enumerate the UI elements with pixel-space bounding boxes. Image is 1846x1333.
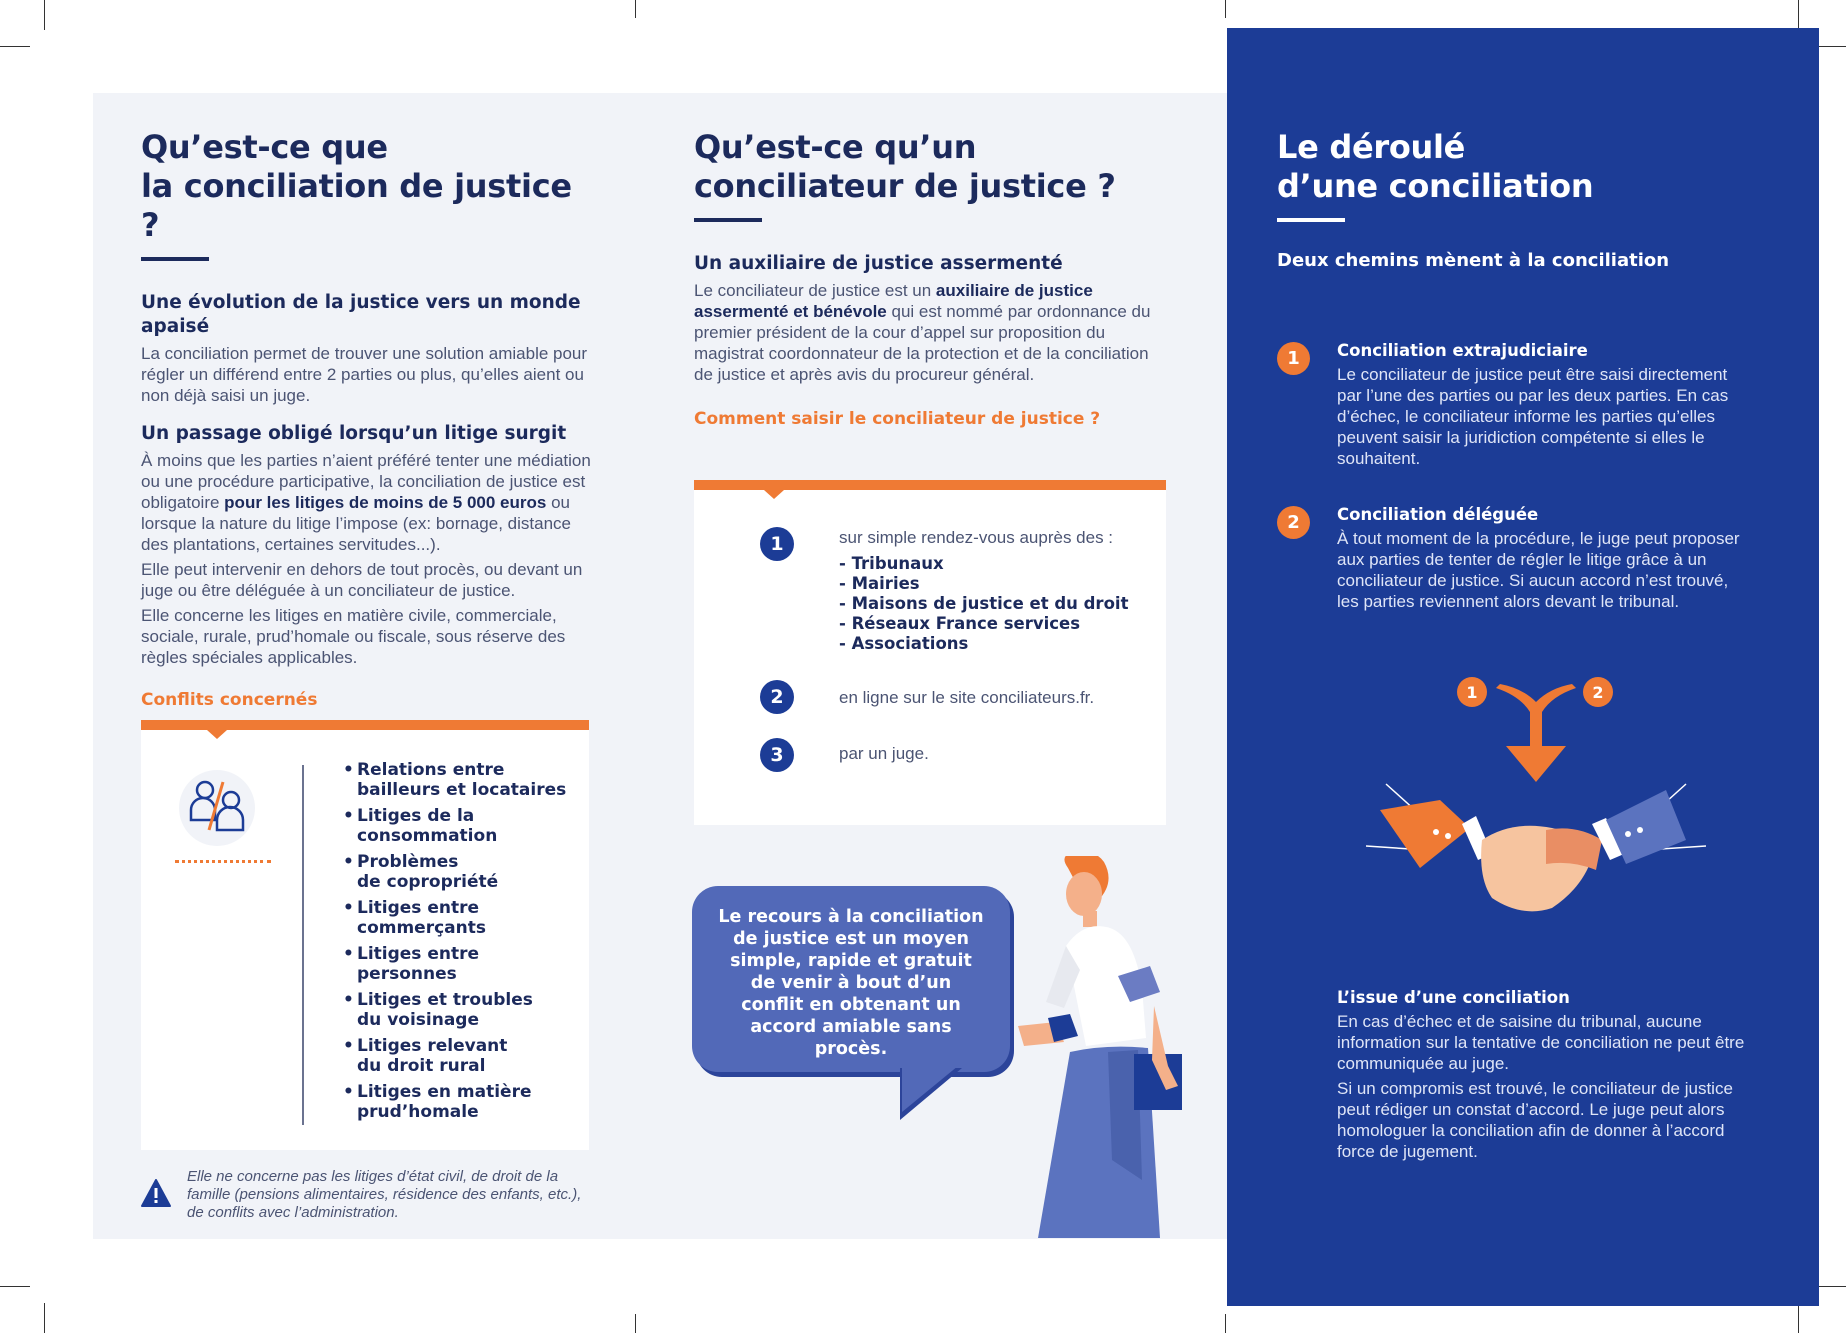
warning-text: Elle ne concerne pas les litiges d’état civil, de droit de la famille (pensions alimentaires, résidence des enfants, etc.), de conflits avec l’administration. <box>187 1168 582 1221</box>
vertical-divider <box>302 765 304 1125</box>
section-text <box>694 280 1154 385</box>
path-number: 2 <box>1277 506 1310 539</box>
svg-text:1: 1 <box>1466 683 1478 702</box>
crop-mark <box>44 1303 45 1333</box>
middle-title: Qu’est-ce qu’un conciliateur de justice ? <box>694 128 1116 205</box>
right-title: Le déroulé d’une conciliation <box>1277 128 1594 205</box>
merge-arrow-icon <box>1456 676 1616 792</box>
crop-mark <box>635 1314 636 1333</box>
list-item: • Litiges de la consommation <box>343 806 573 846</box>
list-item: • Problèmes de copropriété <box>343 852 573 892</box>
step-text: en ligne sur le site conciliateurs.fr. <box>839 688 1095 707</box>
right-subtitle: Deux chemins mènent à la conciliation <box>1277 250 1670 271</box>
text-span: qui est nommé par ordonnance du premier président de la cour d’appel sur proposition du magistrat coordonnateur de la protection et de la conciliation de justice et après avis du procureur général. <box>694 302 1151 384</box>
outcome-heading: L’issue d’une conciliation <box>1337 988 1570 1007</box>
list-item: - Mairies <box>839 574 920 593</box>
list-item: • Litiges entre commerçants <box>343 898 573 938</box>
list-item: - Réseaux France services <box>839 614 1081 633</box>
list-item: • Litiges en matière prud’homale <box>343 1082 573 1122</box>
crop-mark <box>0 46 30 47</box>
list-item: • Litiges relevant du droit rural <box>343 1036 573 1076</box>
step-number: 3 <box>760 738 794 772</box>
crop-mark <box>635 0 636 18</box>
text-span: Le conciliateur de justice est un <box>694 281 936 300</box>
bubble-text: Le recours à la conciliation de justice est un moyen simple, rapide et gratuit de venir à bout d’un conflit en obtenant un accord amiable sans procès. <box>718 907 984 1059</box>
outcome-text: Si un compromis est trouvé, le conciliateur de justice peut rédiger un constat d’accord. Le juge peut alors homologuer la conciliation afin de donner à l’accord force de jugement. <box>1337 1079 1733 1161</box>
path2-text: À tout moment de la procédure, le juge peut proposer aux parties de tenter de régler le litige grâce à un conciliateur de justice. Si aucun accord n’est trouvé, les parties reviennent alors devant le tribunal. <box>1337 529 1740 611</box>
crop-mark <box>1225 1314 1226 1333</box>
path1-heading: Conciliation extrajudiciaire <box>1337 341 1588 360</box>
conflicts-card <box>141 720 589 1150</box>
dotted-divider <box>175 860 271 863</box>
crop-mark <box>1798 0 1799 30</box>
places-list <box>839 554 1128 654</box>
left-title: Qu’est-ce que la conciliation de justice ? <box>141 128 572 244</box>
step-text: sur simple rendez-vous auprès des : <box>839 528 1114 547</box>
section-heading: Une évolution de la justice vers un monde apaisé <box>141 292 581 337</box>
path-number: 1 <box>1277 342 1310 375</box>
section-heading: Un passage obligé lorsqu’un litige surgit <box>141 423 567 444</box>
list-item: • Relations entre bailleurs et locataires <box>343 760 573 800</box>
card-notch <box>764 490 784 499</box>
bubble-tail <box>902 1066 958 1112</box>
card-notch <box>207 730 227 739</box>
how-heading: Comment saisir le conciliateur de justice ? <box>694 409 1101 429</box>
list-item: - Tribunaux <box>839 554 944 573</box>
woman-illustration <box>958 856 1208 1240</box>
section-text <box>141 450 591 555</box>
outcome-text: En cas d’échec et de saisine du tribunal, aucune information sur la tentative de conciliation ne peut être communiquée au juge. <box>1337 1012 1745 1073</box>
crop-mark <box>0 1286 30 1287</box>
section-text: Elle concerne les litiges en matière civile, commerciale, sociale, rurale, prud’homale ou fiscale, sous réserve des règles spéciales applicables. <box>141 606 566 667</box>
section-heading: Un auxiliaire de justice assermenté <box>694 253 1063 274</box>
path1-block <box>1337 341 1747 469</box>
section-text: La conciliation permet de trouver une solution amiable pour régler un différend entre 2 parties ou plus, qu’elles aient ou non déjà saisi un juge. <box>141 344 588 405</box>
warning-icon <box>140 1178 172 1208</box>
list-item: - Maisons de justice et du droit <box>839 594 1129 613</box>
step-number: 2 <box>760 680 794 714</box>
svg-text:2: 2 <box>1592 683 1604 702</box>
steps-card <box>694 480 1166 825</box>
path1-text: Le conciliateur de justice peut être saisi directement par l’une des parties ou par les deux parties. En cas d’échec, le conciliateur informe les parties qu’elles peuvent saisir la juridiction compétente si elles le souhaitent. <box>1337 365 1729 468</box>
crop-mark <box>1816 46 1846 47</box>
text-span: ou lorsque la nature du litige l’impose (ex: bornage, distance des plantations, certaines servitudes...). <box>141 493 571 554</box>
bold-text: auxiliaire de justice assermenté et bénévole <box>694 281 1093 321</box>
step-number: 1 <box>760 527 794 561</box>
text-span: la conciliation de justice est obligatoire <box>141 472 586 512</box>
crop-mark <box>1816 1286 1846 1287</box>
card-top-bar <box>141 720 589 730</box>
handshake-icon <box>1366 780 1706 940</box>
path2-heading: Conciliation déléguée <box>1337 505 1539 524</box>
left-column <box>141 128 591 710</box>
bold-text: pour les litiges de moins de 5 000 euros <box>224 493 547 512</box>
conflicts-list <box>343 760 573 1128</box>
crop-mark <box>44 0 45 30</box>
text-span: À moins que les parties n’aient préféré tenter une médiation ou une procédure participative, <box>141 451 591 491</box>
section-text: Elle peut intervenir en dehors de tout procès, ou devant un juge ou être déléguée à un conciliateur de justice. <box>141 560 583 600</box>
outcome-block <box>1337 988 1747 1162</box>
crop-mark <box>1798 1303 1799 1333</box>
list-item: • Litiges et troubles du voisinage <box>343 990 573 1030</box>
list-item: - Associations <box>839 634 969 653</box>
path2-block <box>1337 505 1747 612</box>
middle-column <box>694 128 1154 429</box>
list-item: • Litiges entre personnes <box>343 944 573 984</box>
crop-mark <box>1225 0 1226 18</box>
people-icon <box>177 768 257 848</box>
right-column <box>1277 128 1737 271</box>
step-text: par un juge. <box>839 744 929 763</box>
conflicts-heading: Conflits concernés <box>141 690 318 710</box>
card-top-bar <box>694 480 1166 490</box>
